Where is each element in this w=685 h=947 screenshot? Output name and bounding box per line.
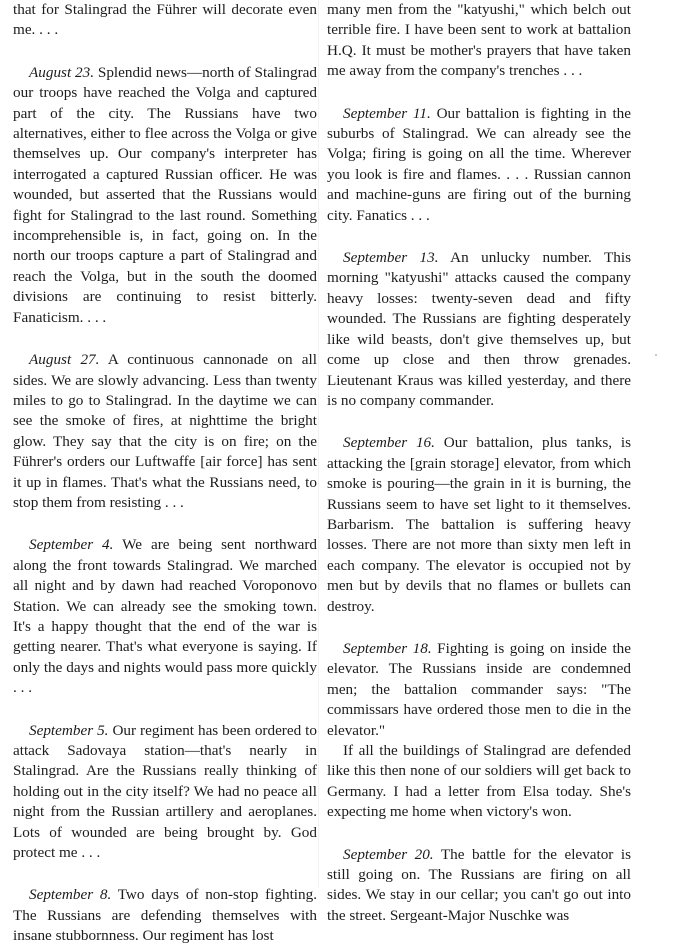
paragraph-text: that for Stalingrad the Führer will decorate even me. . . . [13,1,317,39]
entry-text: Our battalion, plus tanks, is attacking the [grain storage] elevator, from which smoke is pouring—the grain in it is burning, the Russians seem to have set light to it themselves. Barbarism. The battalion is suffering heavy losses. There are not more than sixty men left in each company. The elevator is occupied not by men but by devils that no flames or bullets can destroy. [327,434,631,615]
diary-entry-august-27 [13,350,317,513]
diary-paragraph-continued [327,0,631,82]
entry-date: September 16. [343,434,435,452]
entry-text: A continuous cannonade on all sides. We are slowly advancing. Less than twenty miles to go to Stalingrad. In the daytime we can see the smoke of fires, at nighttime the bright glow. They say that the city is on fire; on the Führer's orders our Luftwaffe [air force] has sent it up in flames. That's what the Russians need, to stop them from resisting . . . [13,351,317,511]
entry-text: Our regiment has been ordered to attack Sadovaya station—that's nearly in Stalingrad. Are the Russians really thinking of holding out in the city itself? We had no peace all night from the Russian artillery and aeroplanes. Lots of wounded are being brought by. God protect me . . . [13,721,317,862]
entry-date: September 11. [343,104,431,122]
diary-entry-september-11 [327,104,631,226]
entry-text: Splendid news—north of Stalingrad our troops have reached the Volga and captured part of the city. The Russians have two alternatives, either to flee across the Volga or give themselves up. Our company's interpreter has interrogated a captured Russian officer. He was wounded, but asserted that the Russians would fight for Stalingrad to the last round. Something incomprehensible is, in fact, going on. In the north our troops capture a part of Stalingrad and reach the Volga, but in the south the doomed divisions are continuing to resist bitterly. Fanaticism. . . . [13,63,317,326]
entry-text: An unlucky number. This morning "katyushi" attacks caused the company heavy losses: twenty-seven dead and fifty wounded. The Russians are fighting desperately like wild beasts, don't give themselves up, but come up close and then throw grenades. Lieutenant Kraus was killed yesterday, and there is no company commander. [327,249,631,409]
diary-paragraph-continued [13,0,317,41]
entry-text: Two days of non-stop fighting. The Russians are defending themselves with insane stubbornness. Our regiment has lost [13,886,317,945]
diary-entry-september-13 [327,248,631,411]
entry-date: August 27. [29,351,100,369]
entry-text: Our battalion is fighting in the suburbs of Stalingrad. We can already see the Volga; firing is going on all the time. Wherever you look is fire and flames. . . . Russian cannon and machine-guns are firing out of the burning city. Fanatics . . . [327,104,631,224]
diary-entry-september-4 [13,535,317,698]
entry-date: September 5. [29,721,109,739]
entry-date: September 20. [343,845,434,863]
entry-date: August 23. [29,63,95,81]
diary-entry-august-23 [13,63,317,328]
diary-paragraph-elsa-letter [327,741,631,823]
diary-entry-september-8 [13,885,317,946]
right-column [327,0,631,926]
entry-date: September 8. [29,886,112,904]
left-column [13,0,317,947]
entry-date: September 4. [29,536,114,554]
paragraph-text: If all the buildings of Stalingrad are defended like this then none of our soldiers will get back to Germany. I had a letter from Elsa today. She's expecting me home when victory's won. [327,742,631,821]
entry-text: We are being sent northward along the front towards Stalingrad. We marched all night and by dawn had reached Voroponovo Station. We can already see the smoking town. It's a happy thought that the end of the war is getting nearer. That's what everyone is saying. If only the days and nights would pass more quickly . . . [13,536,317,697]
entry-date: September 18. [343,639,432,657]
diary-entry-september-20 [327,845,631,927]
diary-entry-september-16 [327,433,631,617]
entry-text: The battle for the elevator is still going on. The Russians are firing on all sides. We stay in our cellar; you can't go out into the street. Sergeant-Major Nuschke was [327,845,631,924]
paragraph-text: many men from the "katyushi," which belch out terrible fire. I have been sent to work at battalion H.Q. It must be mother's prayers that have taken me away from the company's trenches . . . [327,1,631,80]
column-divider [318,0,319,888]
scan-speck [655,354,657,356]
entry-date: September 13. [343,249,439,267]
diary-entry-september-5 [13,721,317,864]
entry-text: Fighting is going on inside the elevator. The Russians inside are condemned men; the battalion commander says: "The commissars have ordered those men to die in the elevator." [327,639,631,739]
diary-entry-september-18 [327,639,631,741]
